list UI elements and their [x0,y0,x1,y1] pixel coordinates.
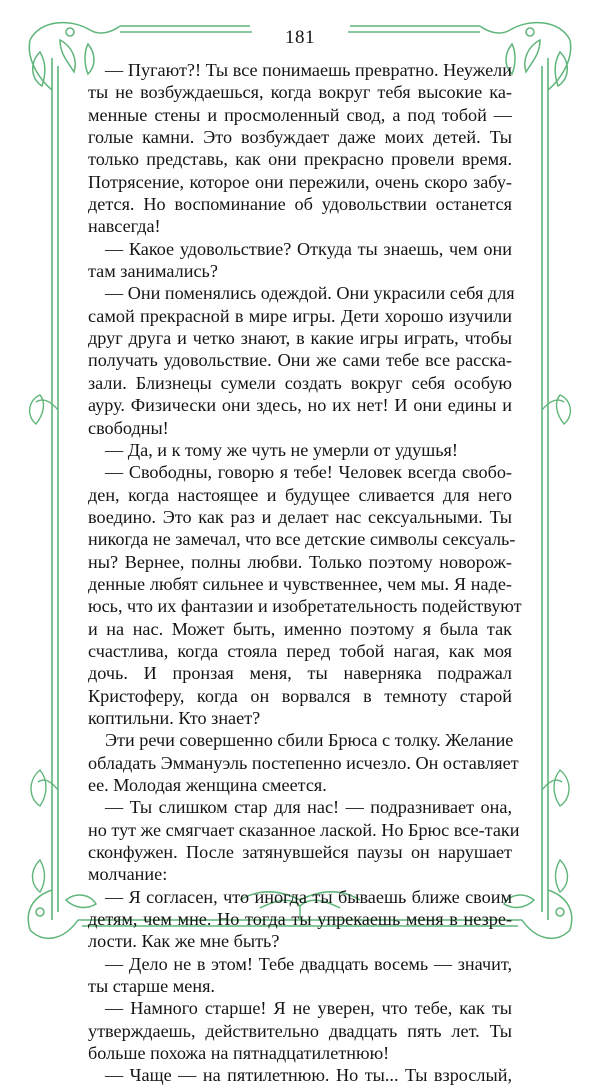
text-line: ауру. Физически они здесь, но их нет! И они едины и [88,395,512,416]
text-line: дется. Но воспоминание об удовольствии останется [88,194,512,215]
side-ornaments-right [542,395,570,892]
body-text [88,59,522,1087]
text-line: — Дело не в этом! Тебе двадцать восемь — значит, [105,953,512,974]
text-line: ны? Вернее, полны любви. Только поэтому новорож- [88,551,512,572]
text-line: — Какое удовольствие? Откуда ты знаешь, чем они [105,238,512,259]
text-line: — Пугают?! Ты все понимаешь превратно. Неужели [105,60,512,80]
text-line: лости. Как же мне быть? [88,931,280,952]
text-line: и на нас. Может быть, именно поэтому я была так [88,618,512,639]
text-line: ее. Молодая женщина смеется. [88,775,327,795]
text-line: больше похожа на пятнадцатилетнюю! [88,1043,390,1064]
text-line: денные любят сильнее и чувственнее, чем мы. Я наде- [88,573,512,594]
text-line: обладать Эммануэль постепенно исчезло. Он оставляет [88,752,519,773]
text-line: молчание: [88,864,168,885]
text-line: — Я согласен, что иногда ты бываешь ближе своим [105,886,512,907]
text-line: дочь. И пронзая меня, ты наверняка подражал [88,663,512,684]
text-line: Кристоферу, когда он ворвался в темноту старой [88,685,512,706]
text-line: счастлива, когда стояла перед тобой нагая, как моя [88,640,512,661]
text-line: — Свободны, говорю я тебе! Человек всегда свобо- [105,462,512,483]
text-line: — Да, и к тому же чуть не умерли от удушья! [105,439,458,460]
text-line: сконфужен. После затянувшейся паузы он нарушает [88,842,512,863]
side-ornaments-left [30,395,58,892]
text-line: ден, когда настоящее и будущее сливается для него [88,484,512,505]
text-line: самой прекрасной в мире игры. Дети хорошо изучили [88,305,512,326]
text-line: — Намного старше! Я не уверен, что тебе, как ты [105,998,512,1019]
text-line: там занимались? [88,261,218,282]
text-line: — Чаще — на пятилетнюю. Но ты... Ты взрослый, [105,1065,512,1086]
text-line: менные стены и просмоленный свод, а под тобой — [88,104,512,125]
text-line: — Ты слишком стар для нас! — подразнивает она, [105,797,512,818]
text-line: но тут же смягчает сказанное лаской. Но Брюс все-таки [88,819,520,840]
text-line: ты не возбуждаешься, когда вокруг тебя высокие ка- [88,82,512,103]
corner-ornament-bottom-right [504,890,572,938]
text-line: утверждаешь, действительно двадцать пять лет. Ты [88,1020,512,1041]
text-line: детям, чем мне. Но тогда ты упрекаешь меня в незре- [88,909,512,930]
text-line: Эти речи совершенно сбили Брюса с толку. Желание [105,730,514,751]
text-line: навсегда! [88,216,161,237]
text-line: зали. Близнецы сумели создать вокруг себя особую [88,372,512,393]
text-line: юсь, что их фантазии и изобретательность подействуют [88,596,522,617]
text-line: голые камни. Это возбуждает даже моих детей. Ты [88,127,512,148]
text-line: получать удовольствие. Они же сами тебе все расска- [88,350,512,371]
text-line: ты старше меня. [88,976,215,997]
page-number: 181 [285,27,315,48]
text-line: воедино. Это как раз и делает нас сексуальными. Ты [88,506,512,527]
text-line: свободны! [88,417,169,438]
text-line: Потрясение, которое они пережили, очень скоро забу- [88,171,512,192]
text-line: никогда не замечал, что все детские символы сексуаль- [88,529,516,550]
corner-ornament-bottom-left [28,890,96,938]
text-line: только представь, как они прекрасно провели время. [88,149,512,170]
text-line: друг друга и четко знают, в какие игры играть, чтобы [88,328,512,349]
text-line: — Они поменялись одеждой. Они украсили себя для [105,283,515,304]
text-line: коптильни. Кто знает? [88,707,261,728]
